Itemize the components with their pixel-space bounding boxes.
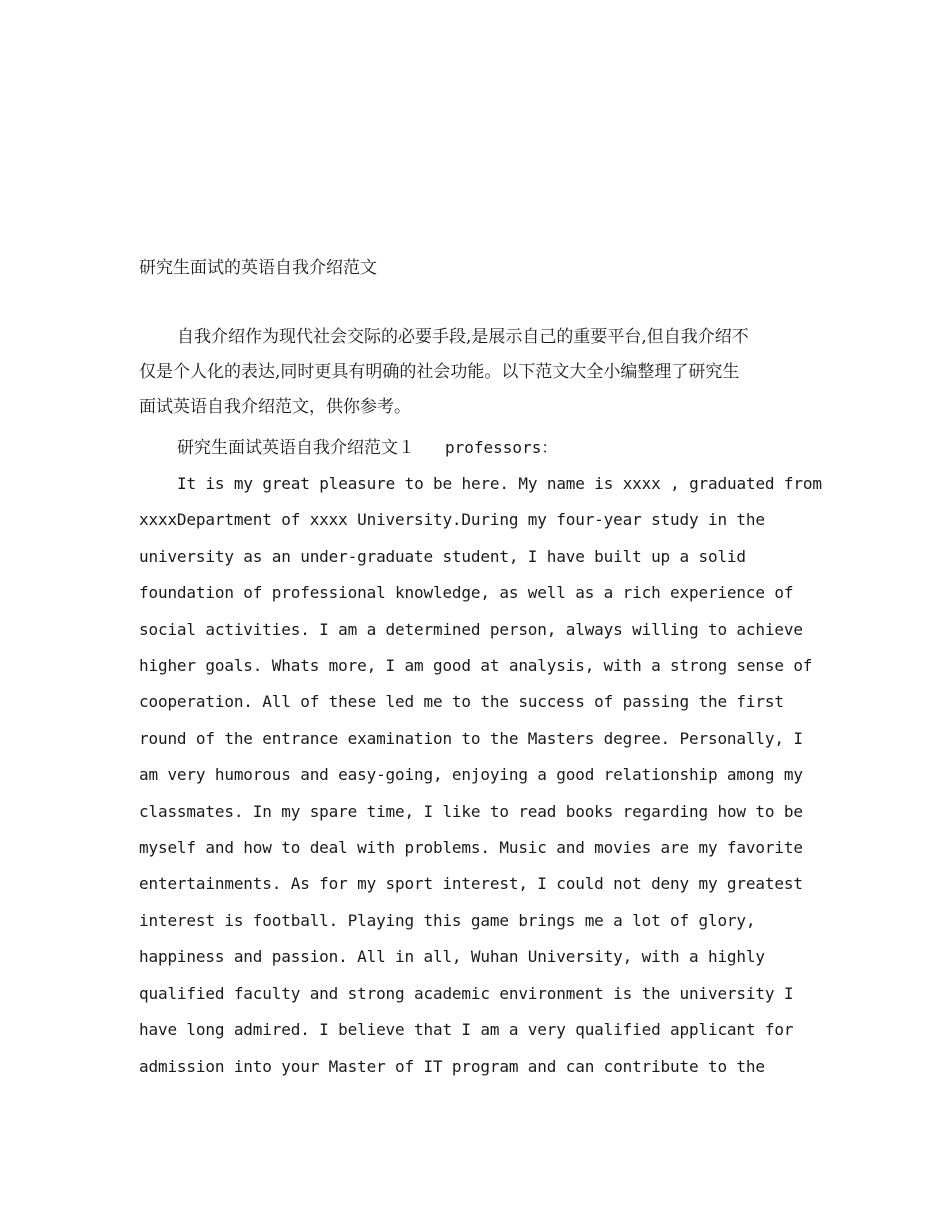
body-line: university as an under-graduate student, I have built up a solid <box>139 546 746 566</box>
document-title: 研究生面试的英语自我介绍范文 <box>139 258 377 278</box>
section-heading: 研究生面试英语自我介绍范文１ <box>177 438 415 458</box>
body-line: happiness and passion. All in all, Wuhan University, with a highly <box>139 947 765 967</box>
body-line: have long admired. I believe that I am a very qualified applicant for <box>139 1020 794 1040</box>
body-line: entertainments. As for my sport interest, I could not deny my greatest <box>139 874 803 894</box>
body-line: myself and how to deal with problems. Music and movies are my favorite <box>139 838 803 858</box>
intro-line: 自我介绍作为现代社会交际的必要手段,是展示自己的重要平台,但自我介绍不 <box>177 327 749 347</box>
body-line: qualified faculty and strong academic environment is the university I <box>139 983 794 1003</box>
body-line: interest is football. Playing this game brings me a lot of glory, <box>139 910 756 930</box>
body-line: social activities. I am a determined person, always willing to achieve <box>139 619 803 639</box>
intro-line: 面试英语自我介绍范文，供你参考。 <box>139 397 411 417</box>
section-heading-row <box>177 430 557 466</box>
body-line: xxxxDepartment of xxxx University.During my four-year study in the <box>139 510 765 530</box>
body-line: higher goals. Whats more, I am good at analysis, with a strong sense of <box>139 656 813 676</box>
body-line: round of the entrance examination to the Masters degree. Personally, I <box>139 728 803 748</box>
body-line: cooperation. All of these led me to the success of passing the first <box>139 692 784 712</box>
salutation: professors： <box>445 438 558 457</box>
body-line: admission into your Master of IT program and can contribute to the <box>139 1056 765 1076</box>
body-line: am very humorous and easy-going, enjoying a good relationship among my <box>139 765 803 785</box>
body-line: It is my great pleasure to be here. My name is xxxx , graduated from <box>177 474 822 493</box>
english-body-paragraph <box>139 466 829 1085</box>
intro-line: 仅是个人化的表达,同时更具有明确的社会功能。以下范文大全小编整理了研究生 <box>139 362 740 382</box>
body-line: foundation of professional knowledge, as well as a rich experience of <box>139 583 794 603</box>
body-line: classmates. In my spare time, I like to read books regarding how to be <box>139 801 803 821</box>
intro-paragraph <box>139 320 819 425</box>
